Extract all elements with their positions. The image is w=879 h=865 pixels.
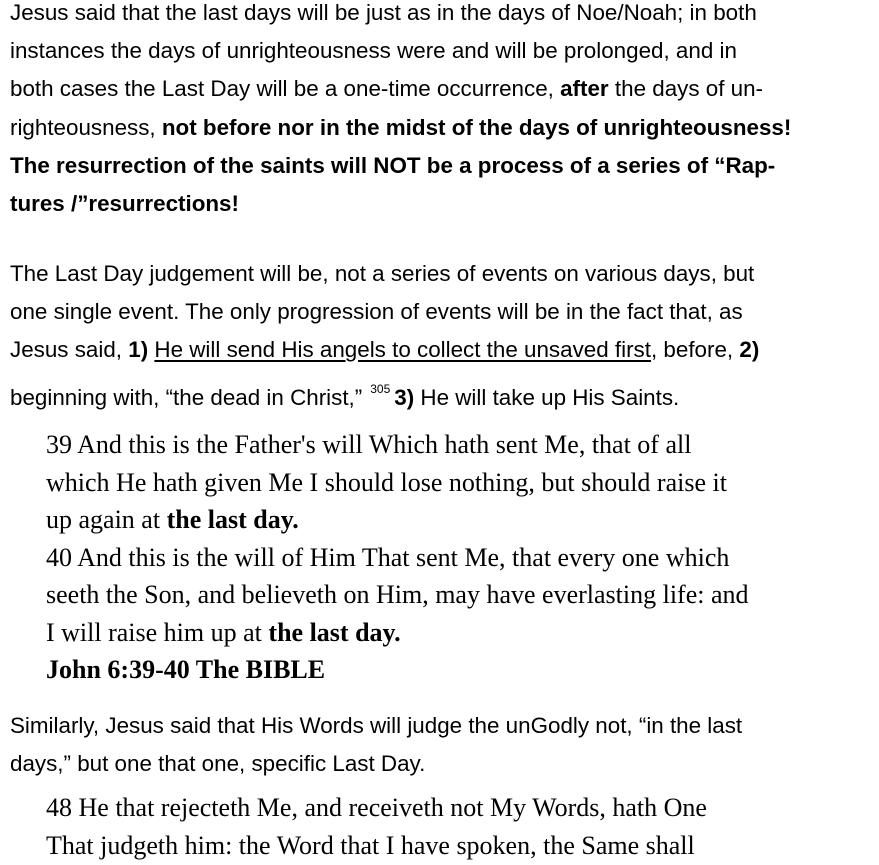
bold-text: after	[560, 76, 609, 102]
scripture-quote-john-12	[46, 789, 846, 864]
quote-line: 39 And this is the Father's will Which hath sent Me, that of all	[46, 430, 692, 459]
text-line	[10, 185, 862, 223]
text-line: Jesus said that the last days will be just as in the days of Noe/Noah; in both	[10, 0, 757, 25]
text-span: the days of un-	[614, 76, 764, 102]
citation-text: John 6:39-40 The BIBLE	[46, 655, 326, 684]
paragraph-noah	[10, 0, 862, 223]
bold-text: 1)	[128, 337, 149, 363]
text-line: Similarly, Jesus said that His Words will judge the unGodly not, “in the last	[10, 713, 743, 738]
text-span: Jesus said,	[10, 337, 123, 363]
bold-text: The resurrection of the saints will NOT be a process of a series of “Rap-	[10, 152, 776, 178]
quote-line: which He hath given Me I should lose nothing, but should raise it	[46, 467, 727, 497]
text-line	[10, 370, 862, 408]
text-line	[10, 109, 862, 147]
text-span: both cases the Last Day will be a one-time occurrence,	[10, 76, 554, 102]
text-line: instances the days of unrighteousness were and will be prolonged, and in	[10, 38, 737, 64]
quote-line	[46, 614, 846, 652]
scripture-quote-john-6	[46, 426, 846, 689]
text-span: , before,	[650, 337, 734, 363]
text-span: beginning with, “the dead in Christ,”	[10, 384, 363, 410]
bold-text: 3)	[394, 384, 415, 410]
text-line: The Last Day judgement will be, not a series of events on various days, but	[10, 261, 755, 286]
bold-text: tures /”resurrections!	[10, 190, 239, 216]
quote-line: 40 And this is the will of Him That sent Me, that every one which	[46, 542, 730, 572]
paragraph-last-day-judgement	[10, 255, 862, 408]
footnote-reference[interactable]: 305	[370, 381, 391, 396]
text-line: one single event. The only progression of events will be in the fact that, as	[10, 299, 743, 325]
text-span: I will raise him up at	[46, 617, 262, 647]
text-line	[10, 70, 862, 108]
bold-text: the last day.	[166, 505, 299, 534]
text-span: righteousness,	[10, 114, 156, 140]
text-line: days,” but one that one, specific Last Day.	[10, 751, 426, 777]
text-span: He will take up His Saints.	[420, 384, 680, 410]
underlined-text: He will send His angels to collect the unsaved first	[154, 337, 651, 363]
quote-line: 48 He that rejecteth Me, and receiveth not My Words, hath One	[46, 793, 707, 822]
quote-line	[46, 501, 846, 539]
quote-citation	[46, 651, 846, 689]
text-line	[10, 331, 862, 369]
text-span: up again at	[46, 505, 161, 534]
text-line	[10, 147, 862, 185]
bold-text: the last day.	[268, 617, 401, 647]
bold-text: not before nor in the midst of the days of unrighteousness!	[161, 114, 792, 140]
quote-line: That judgeth him: the Word that I have spoken, the Same shall	[46, 830, 695, 860]
paragraph-words-judge	[10, 707, 862, 783]
quote-line: seeth the Son, and believeth on Him, may have everlasting life: and	[46, 580, 749, 609]
bold-text: 2)	[739, 337, 760, 363]
